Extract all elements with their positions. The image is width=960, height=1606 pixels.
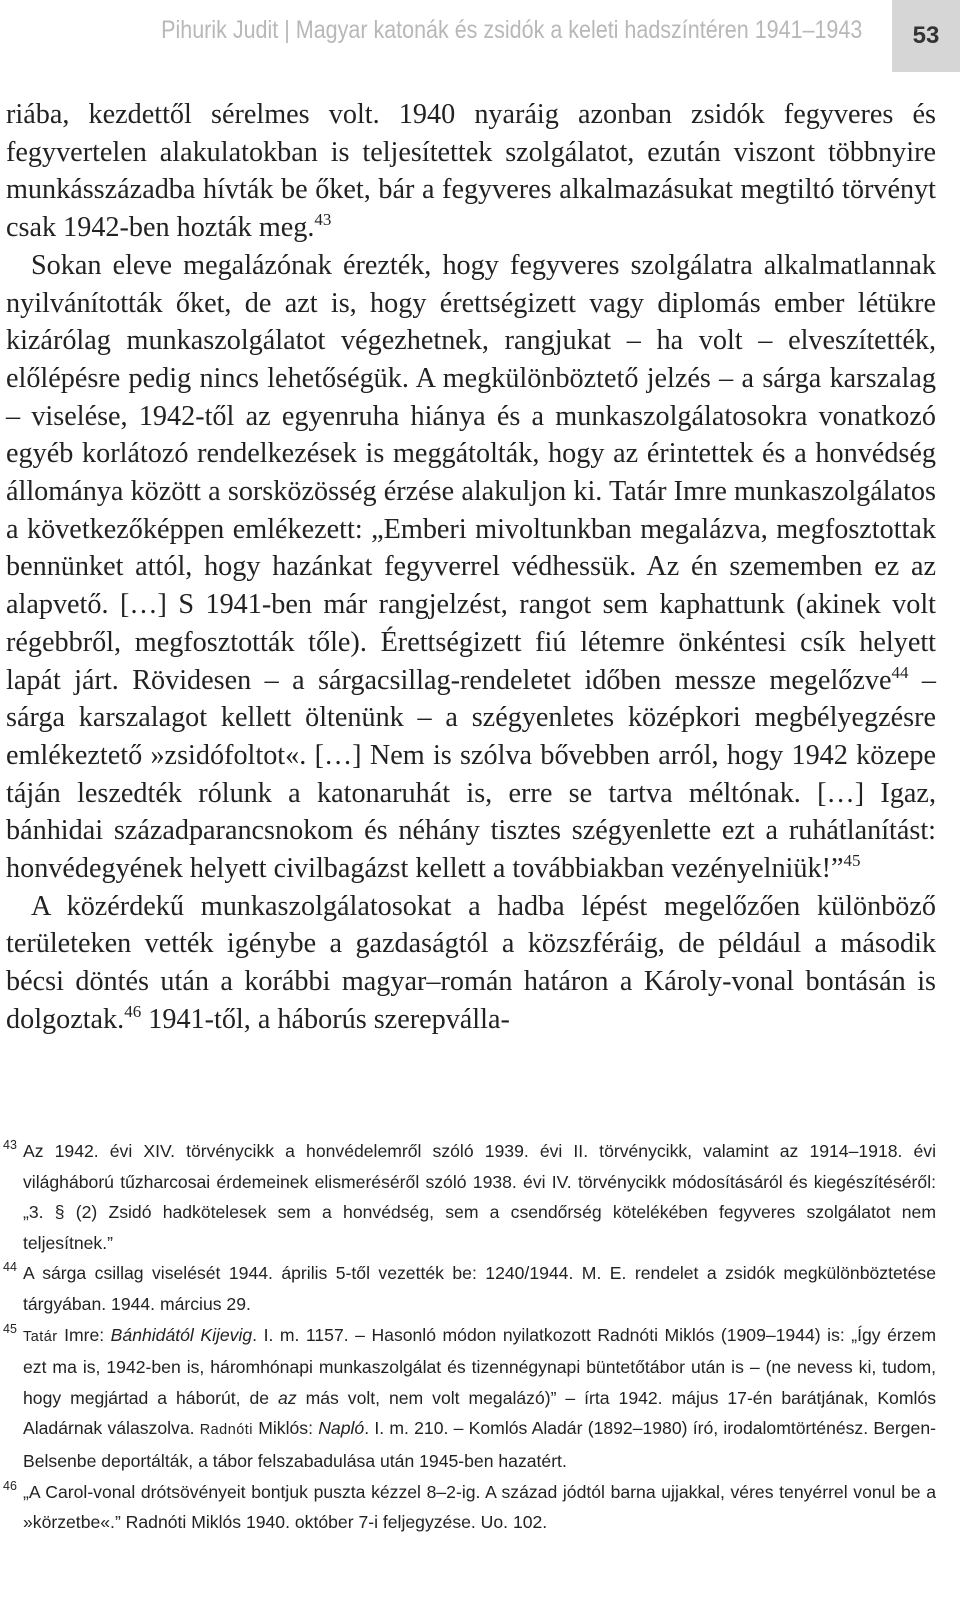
footnote-number: 43 — [3, 1138, 17, 1152]
footnote-46 — [3, 1477, 936, 1538]
footnote-text: Miklós: — [252, 1418, 319, 1439]
book-title: Bánhidától Kijevig — [110, 1324, 253, 1345]
page-header — [0, 0, 960, 72]
footnote-text: . I. m. 1157. – Hasonló módon nyilatkozott Radnóti Miklós (1909–1944) is: „Így érzem ezt ma is, 1942-ben is, háromhónapi munkaszolgálat és tizennégynapi büntetőtábor után is – (ne nevess ki, tudom, hogy megjártad a háborút, de — [23, 1324, 936, 1408]
footnote-43 — [3, 1136, 936, 1258]
footnote-text: Imre: — [57, 1324, 111, 1345]
footnote-ref-45[interactable]: 45 — [843, 851, 861, 871]
paragraph-text: Sokan eleve megalázónak érezték, hogy fegyveres szolgálatra alkalmatlannak nyilvánították őket, de azt is, hogy érettségizett vagy diplomás ember létükre kizárólag munkaszolgálatot végezhetnek, rangjukat – ha volt – elveszítették, előlépésre pedig nincs lehetőségük. A megkülönböztető jelzés – a sárga karszalag – viselése, 1942-től az egyenruha hiánya és a munkaszolgálatosokra vonatkozó egyéb korlátozó rendelkezések is meggátolták, hogy az érintettek és a honvédség állománya között a sorsközösség érzése alakuljon ki. Tatár Imre munkaszolgálatos a következőképpen emlékezett: „Emberi mivoltunkban megalázva, megfosztottak bennünket attól, hogy hazánkat fegyverrel védhessük. Az én szememben ez az alapvető. […] S 1941-ben már rangjelzést, rangot sem kaphattunk (akinek volt régebbről, megfosztották tőle). Érettségizett fiú létemre önkéntesi csík helyett lapát járt. Rövidesen – a sárgacsillag-rendeletet időben messze megelőzve — [6, 249, 936, 696]
author-name: Tatár — [23, 1328, 58, 1345]
author-name: Radnóti — [199, 1422, 253, 1439]
paragraph-text: riába, kezdettől sérelmes volt. 1940 nyaráig azonban zsidók fegyveres és fegyvertelen alakulatokban is teljesítettek szolgálatot, ezután viszont többnyire munkásszázadba hívták be őket, bár a fegyveres alkalmazásukat megtiltó törvényt csak 1942-ben hozták meg. — [6, 99, 936, 244]
footnote-44 — [3, 1258, 936, 1319]
footnotes — [3, 1136, 936, 1538]
paragraph-2 — [6, 247, 936, 888]
page-number: 53 — [892, 0, 960, 72]
footnote-45 — [3, 1320, 936, 1477]
footnote-ref-44[interactable]: 44 — [891, 662, 909, 682]
paragraph-1 — [6, 96, 936, 247]
footnote-ref-46[interactable]: 46 — [124, 1001, 142, 1021]
footnote-text: „A Carol-vonal drótsövényeit bontjuk puszta kézzel 8–2-ig. A század jódtól barna ujjakkal, véres tenyérrel vonul be a »körzetbe«.” Radnóti Miklós 1940. október 7-i feljegyzése. Uo. 102. — [23, 1481, 936, 1533]
footnote-number: 46 — [3, 1478, 17, 1493]
footnote-text: Az 1942. évi XIV. törvénycikk a honvédelemről szóló 1939. évi II. törvénycikk, valamint az 1914–1918. évi világháború tűzharcosai érdemeinek elismeréséről szóló 1938. évi IV. törvénycikk módosításáról és kiegészítéséről: „3. § (2) Zsidó hadkötelesek sem a honvédség, sem a csendőrség kötelékében fegyveres szolgálatot nem teljesítnek.” — [23, 1141, 936, 1253]
paragraph-3 — [6, 888, 936, 1039]
paragraph-text: A közérdekű munkaszolgálatosokat a hadba lépést megelőzően különböző területeken vették igénybe a gazdaságtól a közszféráig, de például a második bécsi döntés után a korábbi magyar–román határon a Károly-vonal bontásán is dolgoztak. — [6, 890, 936, 1035]
paragraph-text: 1941-től, a háborús szerepválla- — [141, 1003, 510, 1035]
footnote-number: 45 — [3, 1321, 17, 1336]
footnote-number: 44 — [3, 1260, 17, 1275]
emphasis: az — [278, 1387, 297, 1408]
book-title: Napló — [318, 1418, 365, 1439]
main-text — [6, 96, 936, 1039]
running-title: Pihurik Judit | Magyar katonák és zsidók a keleti hadszíntéren 1941–1943 — [160, 16, 862, 44]
footnote-text: . I. m. 210. – Komlós Aladár (1892–1980) író, irodalomtörténész. Bergen-Belsenbe deportálták, a tábor felszabadulása után 1945-ben hazatért. — [23, 1418, 936, 1471]
footnote-text: A sárga csillag viselését 1944. április 5-től vezették be: 1240/1944. M. E. rendelet a zsidók megkülönböztetése tárgyában. 1944. március 29. — [23, 1263, 936, 1314]
paragraph-text: – sárga karszalagot kellett öltenünk – a szégyenletes középkori megbélyegzésre emlékeztető »zsidófoltot«. […] Nem is szólva bővebben arról, hogy 1942 közepe táján leszedték rólunk a katonaruhát is, erre se tartva méltónak. […] Igaz, bánhidai századparancsnokom és néhány tisztes szégyenlette ezt a ruhátlanítást: honvédegyének helyett civilbagázst kellett a továbbiakban vezényelniük!” — [6, 664, 937, 885]
footnote-text: más volt, nem volt megalázó)” – írta 1942. május 17-én barátjának, Komlós Aladárnak válaszolva. — [23, 1387, 936, 1439]
footnote-ref-43[interactable]: 43 — [314, 210, 332, 230]
